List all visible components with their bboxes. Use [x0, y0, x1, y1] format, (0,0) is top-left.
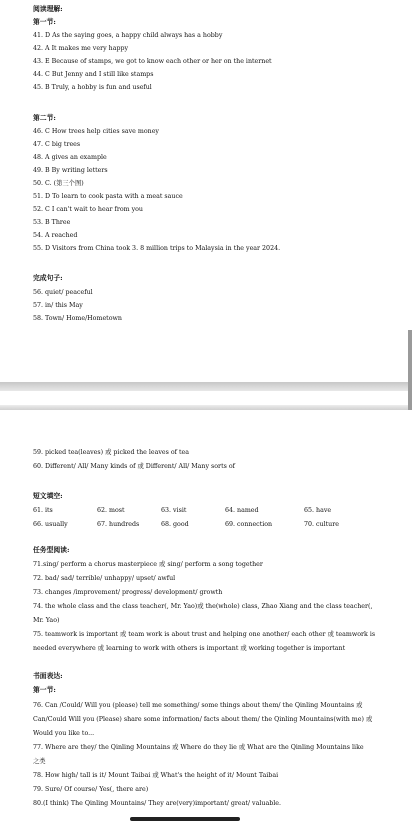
document-page-2	[0, 410, 408, 822]
answer-line: 44. C But Jenny and I still like stamps	[33, 71, 154, 78]
answer-line: 72. bad/ sad/ terrible/ unhappy/ upset/ awful	[33, 575, 176, 582]
answer-line: 75. teamwork is important 或 team work is about trust and helping one another/ each other 或 teamwork is	[33, 631, 376, 638]
answer-line: 41. D As the saying goes, a happy child always has a hobby	[33, 32, 223, 39]
cloze-answer: 67. hundreds	[97, 521, 140, 528]
part-label: 第二节:	[33, 114, 56, 122]
part-label: 第一节:	[33, 686, 56, 694]
answer-line: 49. B By writing letters	[33, 167, 108, 174]
answer-line: 74. the whole class and the class teacher(, Mr. Yao)或 the(whole) class, Zhao Xiang and the class teacher(,	[33, 603, 373, 610]
answer-line: 51. D To learn to cook pasta with a meat sauce	[33, 193, 183, 200]
answer-line: 56. quiet/ peaceful	[33, 289, 93, 296]
section-title-cloze: 短文填空:	[33, 492, 63, 500]
cloze-answer: 65. have	[304, 507, 332, 514]
cloze-answer: 70. culture	[304, 521, 339, 528]
answer-line: needed everywhere 或 learning to work with others is important 或 working together is important	[33, 645, 346, 652]
answer-line: 58. Town/ Home/Hometown	[33, 315, 122, 322]
answer-line: 76. Can /Could/ Will you (please) tell me something/ some things about them/ the Qinling Mountains 或	[33, 702, 363, 709]
answer-line: 47. C big trees	[33, 141, 81, 148]
answer-line: 48. A gives an example	[33, 154, 107, 161]
answer-line: 54. A reached	[33, 232, 78, 239]
answer-line: Can/Could Will you (Please) share some information/ facts about them/ the Qinling Mountains(with me) 或	[33, 716, 373, 723]
section-title-task-reading: 任务型阅读:	[33, 546, 70, 554]
page-divider	[0, 382, 408, 391]
answer-line: 79. Sure/ Of course/ Yes(, there are)	[33, 786, 149, 793]
answer-line: 60. Different/ All/ Many kinds of 或 Different/ All/ Many sorts of	[33, 463, 235, 470]
section-title-reading: 阅读理解:	[33, 5, 63, 13]
scrollbar-thumb[interactable]	[408, 330, 412, 410]
section-title-complete-sentences: 完成句子:	[33, 274, 63, 282]
part-label: 第一节:	[33, 18, 56, 26]
cloze-answer: 62. most	[97, 507, 125, 514]
answer-line: 之类	[33, 758, 46, 765]
answer-line: Mr. Yao)	[33, 617, 60, 624]
answer-line: Would you like to...	[33, 730, 95, 737]
page-gap	[0, 335, 413, 410]
cloze-answer: 66. usually	[33, 521, 68, 528]
answer-line: 71.sing/ perform a chorus masterpiece 或 sing/ perform a song together	[33, 561, 263, 568]
answer-line: 45. B Truly, a hobby is fun and useful	[33, 84, 152, 91]
answer-line: 73. changes /improvement/ progress/ development/ growth	[33, 589, 223, 596]
answer-line: 43. E Because of stamps, we got to know each other or her on the internet	[33, 58, 272, 65]
answer-line: 78. How high/ tall is it/ Mount Taibai 或 What's the height of it/ Mount Taibai	[33, 772, 279, 779]
answer-line: 80.(I think) The Qinling Mountains/ They are(very)important/ great/ valuable.	[33, 800, 281, 807]
answer-line: 59. picked tea(leaves) 或 picked the leaves of tea	[33, 449, 190, 456]
cloze-answer: 61. its	[33, 507, 53, 514]
cloze-answer: 64. named	[225, 507, 259, 514]
answer-line: 55. D Visitors from China took 3. 8 million trips to Malaysia in the year 2024.	[33, 245, 281, 252]
answer-line: 57. in/ this May	[33, 302, 83, 309]
section-title-writing: 书面表达:	[33, 672, 63, 680]
cloze-answer: 69. connection	[225, 521, 273, 528]
answer-line: 52. C I can't wait to hear from you	[33, 206, 143, 213]
answer-line: 53. B Three	[33, 219, 71, 226]
document-page-1	[0, 0, 408, 335]
answer-line: 50. C. (第三个图)	[33, 180, 84, 187]
answer-line: 42. A It makes me very happy	[33, 45, 129, 52]
answer-line: 77. Where are they/ the Qinling Mountains 或 Where do they lie 或 What are the Qinling Mountains like	[33, 744, 364, 751]
cloze-answer: 68. good	[161, 521, 189, 528]
cloze-answer: 63. visit	[161, 507, 187, 514]
answer-line: 46. C How trees help cities save money	[33, 128, 159, 135]
home-indicator[interactable]	[130, 817, 240, 821]
